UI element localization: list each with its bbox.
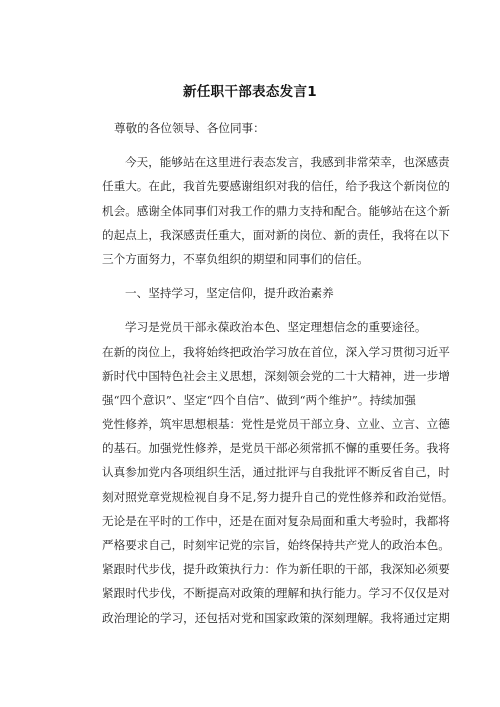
document-title: 新任职干部表态发言1: [183, 84, 317, 100]
paragraph-line: 三个方面努力，不辜负组织的期望和同事们的信任。: [102, 251, 369, 266]
paragraph-line: 无论是在平时的工作中，还是在面对复杂局面和重大考验时，我都将: [102, 513, 450, 528]
paragraph-line: 党性修养，筑牢思想根基：党性是党员干部立身、立业、立言、立德: [102, 417, 450, 432]
paragraph-line: 刻对照党章党规检视自身不足,努力提升自己的党性修养和政治觉悟。: [102, 489, 454, 504]
paragraph-line: 今天，能够站在这里进行表态发言，我感到非常荣幸，也深感责: [125, 155, 450, 170]
spacer: [102, 140, 402, 150]
paragraph-line: 紧跟时代步伐，不断提高对政策的理解和执行能力。学习不仅仅是对: [102, 586, 450, 601]
paragraph-line: 学习是党员干部永葆政治本色、坚定理想信念的重要途径。: [125, 320, 427, 335]
paragraph-line: 任重大。在此，我首先要感谢组织对我的信任，给予我这个新岗位的: [102, 179, 450, 194]
spacer: [102, 305, 402, 315]
paragraph-line: 认真参加党内各项组织生活，通过批评与自我批评不断反省自己，时: [102, 465, 450, 480]
paragraph-line: 强“四个意识”、坚定“四个自信”、做到“两个维护”。持续加强: [102, 392, 416, 407]
paragraph-line: 在新的岗位上，我将始终把政治学习放在首位，深入学习贯彻习近平: [102, 344, 450, 359]
spacer: [102, 271, 402, 281]
paragraph-line: 政治理论的学习，还包括对党和国家政策的深刻理解。我将通过定期: [102, 610, 450, 625]
paragraph-line: 的基石。加强党性修养，是党员干部必须常抓不懈的重要任务。我将: [102, 441, 450, 456]
document-body: [102, 116, 454, 630]
paragraph-line: 新时代中国特色社会主义思想，深刻领会党的二十大精神，进一步增: [102, 368, 450, 383]
paragraph-line: 的起点上，我深感责任重大，面对新的岗位、新的责任，我将在以下: [102, 227, 450, 242]
paragraph-line: 紧跟时代步伐，提升政策执行力：作为新任职的干部，我深知必须要: [102, 562, 450, 577]
paragraph-line: 机会。感谢全体同事们对我工作的鼎力支持和配合。能够站在这个新: [102, 203, 450, 218]
salutation: 尊敬的各位领导、各位同事：: [114, 121, 265, 135]
section-heading: 一、坚持学习，坚定信仰，提升政治素养: [125, 286, 334, 301]
paragraph-line: 严格要求自己，时刻牢记党的宗旨，始终保持共产党人的政治本色。: [102, 538, 450, 552]
